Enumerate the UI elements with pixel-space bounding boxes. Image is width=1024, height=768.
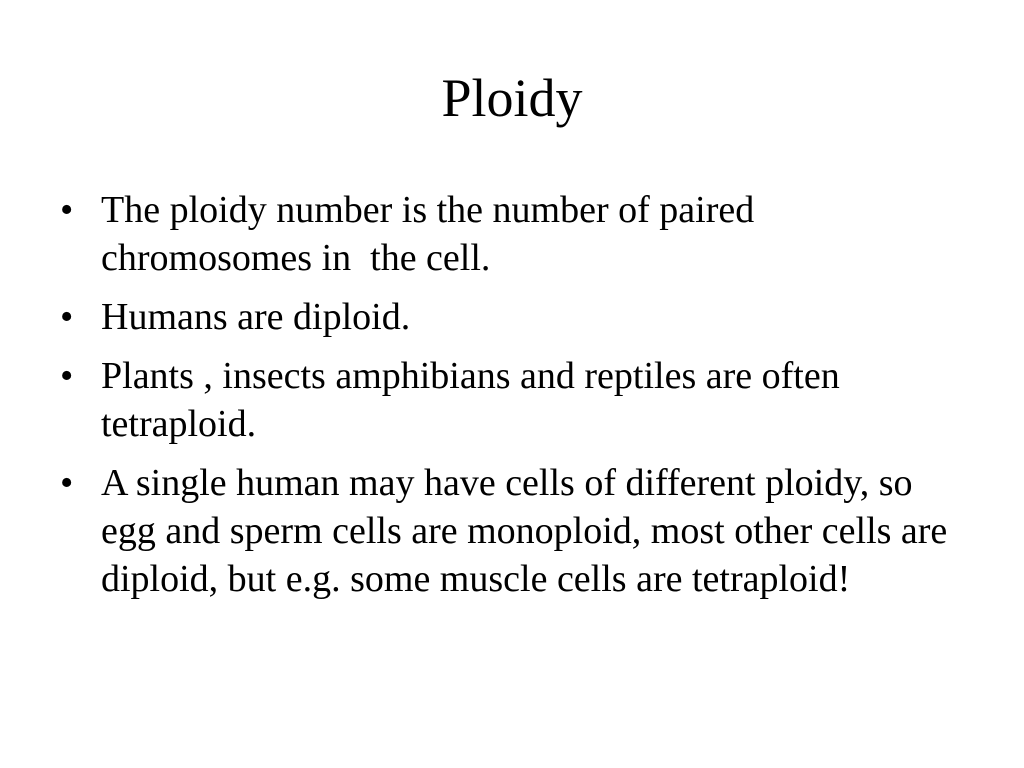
bullet-item [60,459,960,603]
bullet-text: Humans are diploid. [101,296,411,338]
bullet-marker: • [60,462,74,504]
bullet-marker: • [60,189,74,231]
bullet-text: The ploidy number is the number of paired chromosomes in the cell. [101,189,755,279]
bullet-marker: • [60,355,74,397]
bullet-list [60,186,960,614]
bullet-item [60,352,960,448]
bullet-marker: • [60,296,74,338]
bullet-item [60,293,960,341]
slide-title: Ploidy [441,68,583,128]
bullet-text: A single human may have cells of different ploidy, so egg and sperm cells are monoploid, most other cells are diploid, but e.g. some muscle cells are tetraploid! [101,462,948,600]
bullet-text: Plants , insects amphibians and reptiles are often tetraploid. [101,355,840,445]
bullet-item [60,186,960,282]
